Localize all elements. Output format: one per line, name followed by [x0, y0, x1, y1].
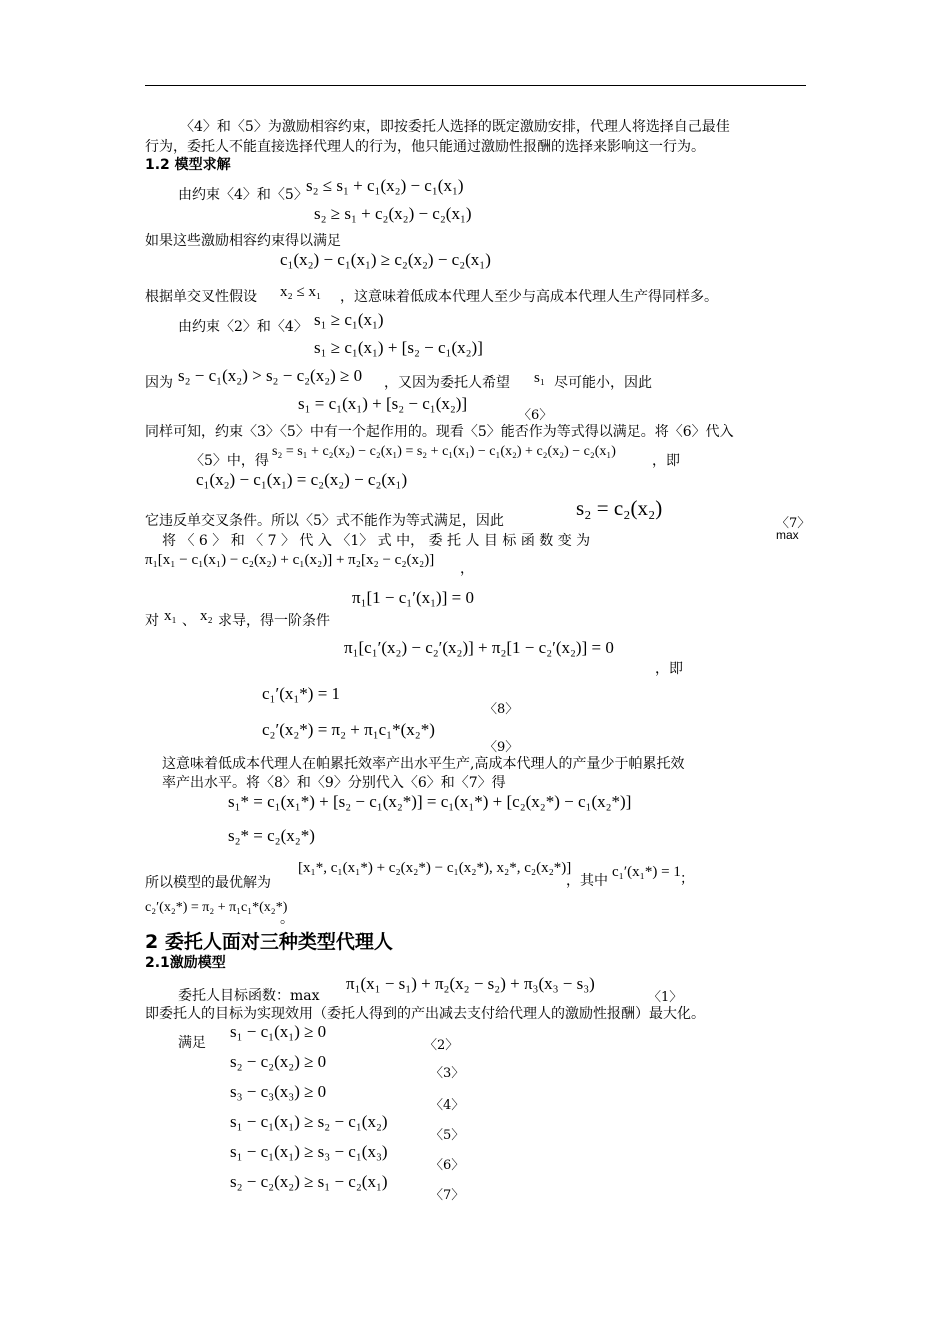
- paragraph-line: ，其中: [566, 873, 608, 889]
- section-heading-1-2: 1.2 模型求解: [145, 157, 231, 173]
- paragraph-line: 〈4〉和〈5〉为激励相容约束，即按委托人选择的既定激励安排，代理人将选择自己最佳: [180, 119, 730, 135]
- paragraph-line: 根据单交叉性假设: [145, 289, 257, 305]
- equation-number: 〈6〉: [430, 1158, 465, 1173]
- paragraph-line: 委托人目标函数：max: [178, 988, 320, 1004]
- equation: π₁[c₁′(x₂) − c₂′(x₂)] + π₂[1 − c₂′(x₂)] = 0: [344, 638, 614, 657]
- paragraph-line: ，又因为委托人希望: [384, 375, 510, 391]
- equation: x₂: [200, 608, 213, 624]
- paragraph-line: 它违反单交叉条件。所以〈5〉式不能作为等式满足，因此: [145, 513, 504, 529]
- equation-number: 〈7〉: [430, 1188, 465, 1203]
- equation-number: 〈6〉: [518, 408, 553, 423]
- equation: c₁(x₂) − c₁(x₁) ≥ c₂(x₂) − c₂(x₁): [280, 250, 491, 269]
- equation-number: 〈1〉: [648, 990, 683, 1005]
- equation: s₁* = c₁(x₁*) + [s₂ − c₁(x₂*)] = c₁(x₁*) + [c₂(x₂*) − c₁(x₂*)]: [228, 792, 632, 811]
- paragraph-line: ，即: [652, 453, 680, 469]
- paragraph-line: 将 〈 6 〉 和 〈 7 〉 代 入 〈1〉 式 中， 委 托 人 目 标 函 数 变 为: [162, 533, 591, 549]
- paragraph-line: 即委托人的目标为实现效用（委托人得到的产出减去支付给代理人的激励性报酬）最大化。: [145, 1006, 705, 1022]
- paragraph-line: ，: [460, 561, 474, 577]
- paragraph-line: 满足: [178, 1035, 206, 1051]
- equation: x₁: [164, 608, 177, 624]
- equation: s₂ ≥ s₁ + c₂(x₂) − c₂(x₁): [314, 204, 472, 223]
- constraint: s₂ − c₂(x₂) ≥ 0: [230, 1052, 327, 1071]
- paragraph-line: 、: [182, 613, 196, 629]
- equation-number: 〈3〉: [430, 1066, 465, 1081]
- equation: π₁[x₁ − c₁(x₁) − c₂(x₂) + c₁(x₂)] + π₂[x₂ − c₂(x₂)]: [145, 552, 435, 568]
- paragraph-line: 因为: [145, 375, 173, 391]
- equation: x₂ ≤ x₁: [280, 284, 322, 300]
- paragraph-line: 这意味着低成本代理人在帕累托效率产出水平生产,高成本代理人的产量少于帕累托效: [162, 756, 685, 772]
- paragraph-line: ，即: [655, 661, 683, 677]
- paragraph-line: 由约束〈2〉和〈4〉: [178, 319, 308, 335]
- equation-number: 〈8〉: [484, 702, 519, 717]
- section-heading-2: 2 委托人面对三种类型代理人: [145, 931, 393, 953]
- paragraph-line: 如果这些激励相容约束得以满足: [145, 233, 341, 249]
- section-heading-2-1: 2.1激励模型: [145, 955, 226, 971]
- equation: s₂* = c₂(x₂*): [228, 826, 315, 845]
- equation: s₂ = c₂(x₂): [576, 496, 663, 520]
- constraint: s₂ − c₂(x₂) ≥ s₁ − c₂(x₁): [230, 1172, 388, 1191]
- paragraph-line: 率产出水平。将〈8〉和〈9〉分别代入〈6〉和〈7〉得: [162, 775, 506, 791]
- equation: π₁[1 − c₁′(x₁)] = 0: [352, 588, 474, 607]
- paragraph-line: 由约束〈4〉和〈5〉: [178, 187, 308, 203]
- equation: π₁(x₁ − s₁) + π₂(x₂ − s₂) + π₃(x₃ − s₃): [346, 974, 595, 993]
- paragraph-line: 对: [145, 613, 159, 629]
- paragraph-line: 。: [280, 911, 294, 927]
- equation-number: 〈5〉: [430, 1128, 465, 1143]
- paragraph-line: ；: [680, 871, 694, 887]
- paragraph-line: 所以模型的最优解为: [145, 875, 271, 891]
- equation: s₁: [534, 370, 546, 386]
- constraint: s₁ − c₁(x₁) ≥ s₂ − c₁(x₂): [230, 1112, 388, 1131]
- equation-number: 〈2〉: [424, 1038, 459, 1053]
- equation: c₂′(x₂*) = π₂ + π₁c₁*(x₂*): [145, 900, 288, 915]
- paragraph-line: 〈5〉中，得: [190, 453, 269, 469]
- constraint: s₁ − c₁(x₁) ≥ s₃ − c₁(x₃): [230, 1142, 388, 1161]
- equation: c₂′(x₂*) = π₂ + π₁c₁*(x₂*): [262, 720, 435, 739]
- equation: s₁ ≥ c₁(x₁): [314, 310, 384, 329]
- paragraph-line: 同样可知，约束〈3〉〈5〉中有一个起作用的。现看〈5〉能否作为等式得以满足。将〈6〉代入: [145, 424, 734, 440]
- equation: c₁′(x₁*) = 1: [612, 864, 681, 880]
- constraint: s₃ − c₃(x₃) ≥ 0: [230, 1082, 327, 1101]
- equation-number: 〈7〉: [776, 516, 811, 531]
- paragraph-line: ，这意味着低成本代理人至少与高成本代理人生产得同样多。: [340, 289, 718, 305]
- equation: s₂ ≤ s₁ + c₁(x₂) − c₁(x₁): [306, 176, 464, 195]
- max-operator: max: [776, 528, 799, 542]
- equation: s₁ = c₁(x₁) + [s₂ − c₁(x₂)]: [298, 394, 468, 413]
- equation-number: 〈9〉: [484, 740, 519, 755]
- equation: s₁ ≥ c₁(x₁) + [s₂ − c₁(x₂)]: [314, 338, 483, 357]
- equation: c₁(x₂) − c₁(x₁) = c₂(x₂) − c₂(x₁): [196, 470, 408, 489]
- equation: s₂ − c₁(x₂) > s₂ − c₂(x₂) ≥ 0: [178, 366, 363, 385]
- header-rule: [145, 85, 806, 86]
- equation-number: 〈4〉: [430, 1098, 465, 1113]
- equation: s₂ = s₁ + c₂(x₂) − c₂(x₁) = s₂ + c₁(x₁) − c₁(x₂) + c₂(x₂) − c₂(x₁): [272, 444, 616, 459]
- equation: c₁′(x₁*) = 1: [262, 684, 341, 703]
- paragraph-line: 行为，委托人不能直接选择代理人的行为，他只能通过激励性报酬的选择来影响这一行为。: [145, 139, 705, 155]
- equation: [x₁*, c₁(x₁*) + c₂(x₂*) − c₁(x₂*), x₂*, c₂(x₂*)]: [298, 860, 572, 876]
- paragraph-line: 求导，得一阶条件: [218, 613, 330, 629]
- paragraph-line: 尽可能小，因此: [554, 375, 652, 391]
- constraint: s₁ − c₁(x₁) ≥ 0: [230, 1022, 327, 1041]
